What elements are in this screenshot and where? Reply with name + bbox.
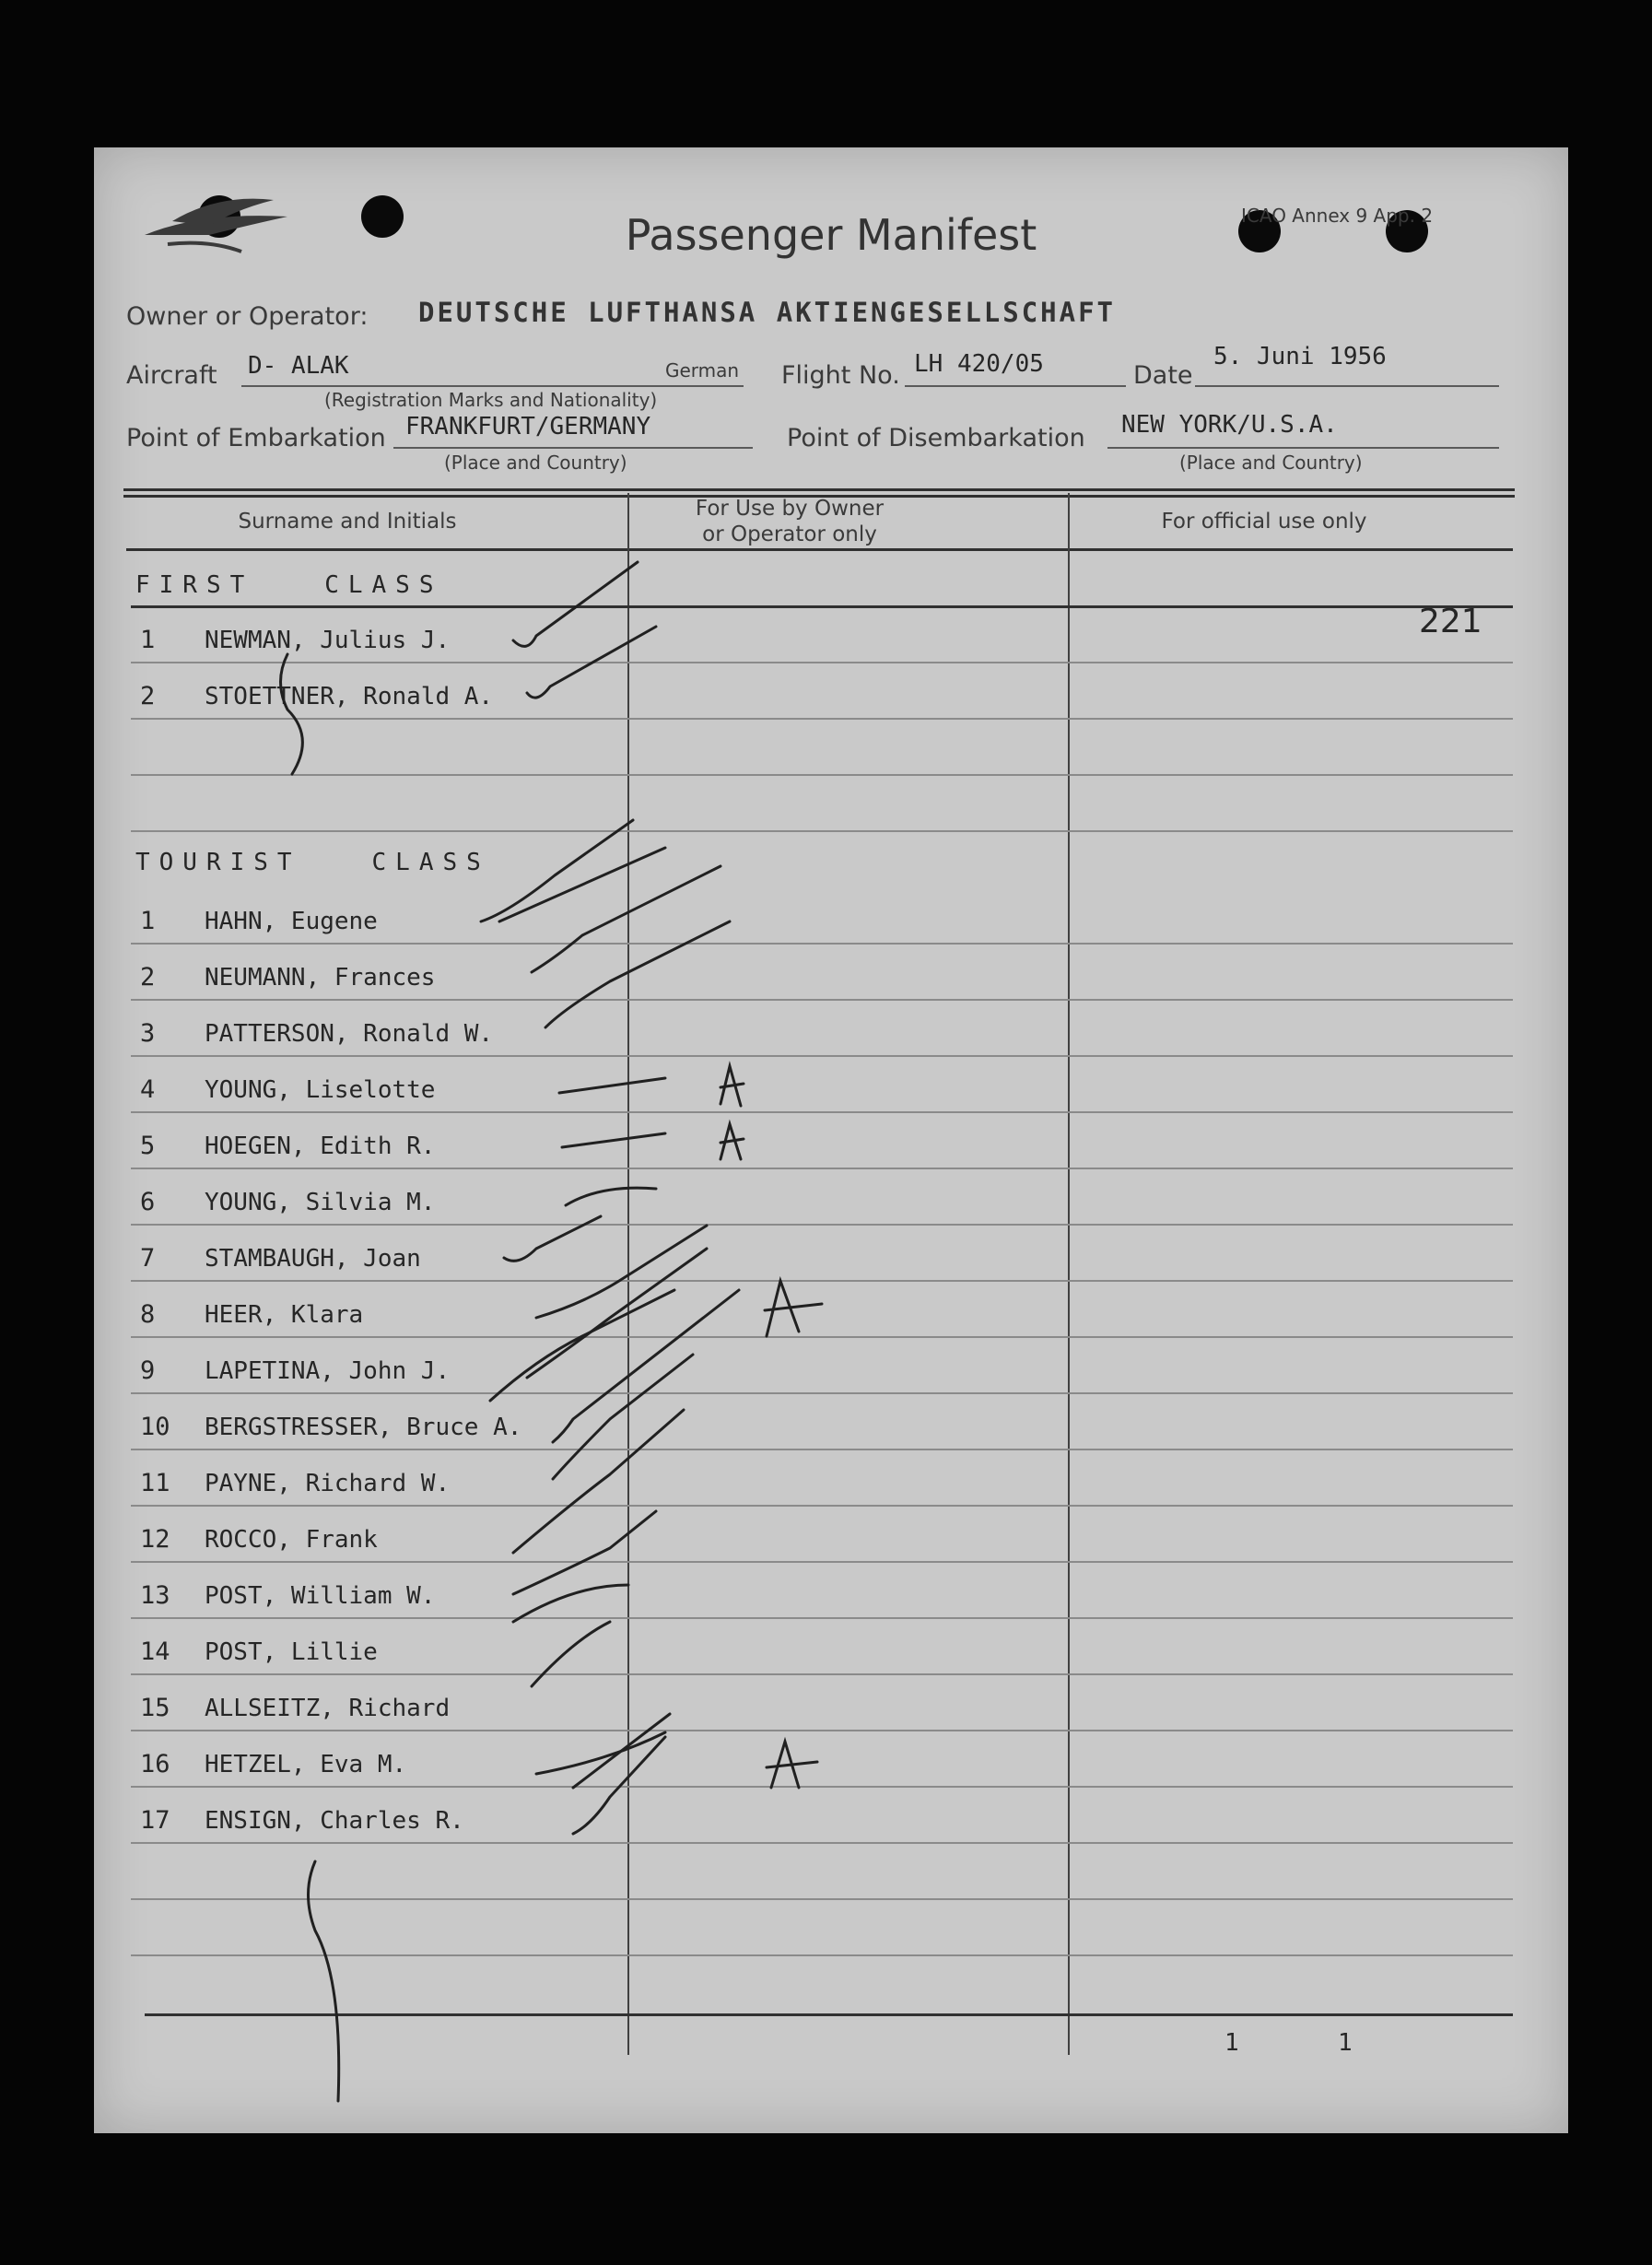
passenger-row — [131, 1336, 1513, 1394]
passenger-name: ENSIGN, Charles R. — [205, 1807, 464, 1835]
passenger-row — [131, 1673, 1513, 1731]
owner-use-line-1: For Use by Owner — [695, 497, 885, 521]
passenger-name: LAPETINA, John J. — [205, 1357, 451, 1385]
section-heading-first-class: FIRST CLASS — [135, 571, 443, 599]
passenger-name: STAMBAUGH, Joan — [205, 1245, 421, 1273]
owner-use-line-2: or Operator only — [702, 522, 877, 546]
official-number: 221 — [1419, 603, 1482, 640]
passenger-number: 1 — [140, 907, 156, 935]
passenger-row — [131, 1280, 1513, 1338]
passenger-row — [131, 1449, 1513, 1507]
passenger-row — [131, 1392, 1513, 1450]
passenger-number: 2 — [140, 963, 156, 992]
passenger-number: 1 — [140, 626, 156, 654]
passenger-name: HOEGEN, Edith R. — [205, 1132, 436, 1160]
nationality-value: German — [665, 359, 740, 381]
passenger-row — [131, 999, 1513, 1057]
passenger-name: ROCCO, Frank — [205, 1526, 378, 1554]
icao-reference: ICAO Annex 9 App. 2 — [1241, 205, 1434, 227]
date-value: 5. Juni 1956 — [1213, 343, 1387, 370]
passenger-number: 14 — [140, 1637, 170, 1666]
blank-row — [131, 718, 1513, 776]
passenger-number: 12 — [140, 1525, 170, 1554]
passenger-number: 5 — [140, 1132, 156, 1160]
passenger-row — [131, 1617, 1513, 1675]
passenger-number: 2 — [140, 682, 156, 710]
disembarkation-value: NEW YORK/U.S.A. — [1121, 411, 1338, 439]
passenger-name: POST, William W. — [205, 1582, 436, 1610]
blank-row — [131, 1842, 1513, 1900]
passenger-row — [131, 1505, 1513, 1563]
owner-value: DEUTSCHE LUFTHANSA AKTIENGESELLSCHAFT — [418, 297, 1117, 328]
flight-no-label: Flight No. — [781, 361, 900, 390]
passenger-number: 8 — [140, 1300, 156, 1329]
table-bottom-rule — [145, 2013, 1513, 2016]
passenger-row — [131, 1561, 1513, 1619]
passenger-name: HAHN, Eugene — [205, 908, 378, 935]
passenger-name: PAYNE, Richard W. — [205, 1470, 451, 1497]
aircraft-label: Aircraft — [126, 361, 217, 390]
passenger-number: 7 — [140, 1244, 156, 1273]
passenger-name: POST, Lillie — [205, 1638, 378, 1666]
passenger-row — [131, 886, 1513, 945]
passenger-name: NEUMANN, Frances — [205, 964, 436, 992]
passenger-number: 6 — [140, 1188, 156, 1216]
passenger-name: NEWMAN, Julius J. — [205, 627, 451, 654]
passenger-number: 16 — [140, 1750, 170, 1778]
section-heading-tourist-class: TOURIST CLASS — [135, 849, 490, 876]
passenger-name: PATTERSON, Ronald W. — [205, 1020, 494, 1048]
passenger-row — [131, 943, 1513, 1001]
aircraft-registration: D- ALAK — [248, 352, 349, 380]
footer-count: 1 — [1338, 2029, 1353, 2057]
passenger-number: 10 — [140, 1413, 170, 1441]
embarkation-value: FRANKFURT/GERMANY — [405, 413, 651, 440]
passenger-row — [131, 1730, 1513, 1788]
passenger-number: 4 — [140, 1075, 156, 1104]
passenger-number: 17 — [140, 1806, 170, 1835]
disembarkation-caption: (Place and Country) — [1179, 452, 1363, 474]
passenger-name: BERGSTRESSER, Bruce A. — [205, 1414, 522, 1441]
passenger-name: YOUNG, Liselotte — [205, 1076, 436, 1104]
passenger-row — [131, 1168, 1513, 1226]
footer-count: 1 — [1224, 2029, 1239, 2057]
date-label: Date — [1133, 361, 1193, 390]
column-header-official: For official use only — [1161, 510, 1367, 534]
passenger-name: STOETTNER, Ronald A. — [205, 683, 494, 710]
passenger-name: HETZEL, Eva M. — [205, 1751, 407, 1778]
passenger-row — [131, 662, 1513, 720]
embarkation-label: Point of Embarkation — [126, 424, 386, 452]
passenger-row — [131, 1224, 1513, 1282]
passenger-row — [131, 1111, 1513, 1169]
owner-label: Owner or Operator: — [126, 302, 369, 331]
passenger-name: ALLSEITZ, Richard — [205, 1695, 451, 1722]
passenger-row — [131, 1055, 1513, 1113]
column-header-surname: Surname and Initials — [238, 510, 457, 534]
embarkation-caption: (Place and Country) — [444, 452, 627, 474]
flight-no-value: LH 420/05 — [914, 350, 1044, 378]
passenger-number: 9 — [140, 1356, 156, 1385]
passenger-row — [131, 1786, 1513, 1844]
passenger-table — [94, 147, 1568, 2133]
passenger-number: 13 — [140, 1581, 170, 1610]
passenger-name: HEER, Klara — [205, 1301, 364, 1329]
page-title: Passenger Manifest — [625, 210, 1037, 260]
disembarkation-label: Point of Disembarkation — [787, 424, 1085, 452]
blank-row — [131, 1898, 1513, 1956]
passenger-row — [131, 605, 1513, 663]
passenger-number: 3 — [140, 1019, 156, 1048]
registration-caption: (Registration Marks and Nationality) — [324, 389, 658, 411]
passenger-number: 15 — [140, 1694, 170, 1722]
blank-row — [131, 774, 1513, 832]
manifest-page — [94, 147, 1568, 2133]
passenger-number: 11 — [140, 1469, 170, 1497]
passenger-name: YOUNG, Silvia M. — [205, 1189, 436, 1216]
